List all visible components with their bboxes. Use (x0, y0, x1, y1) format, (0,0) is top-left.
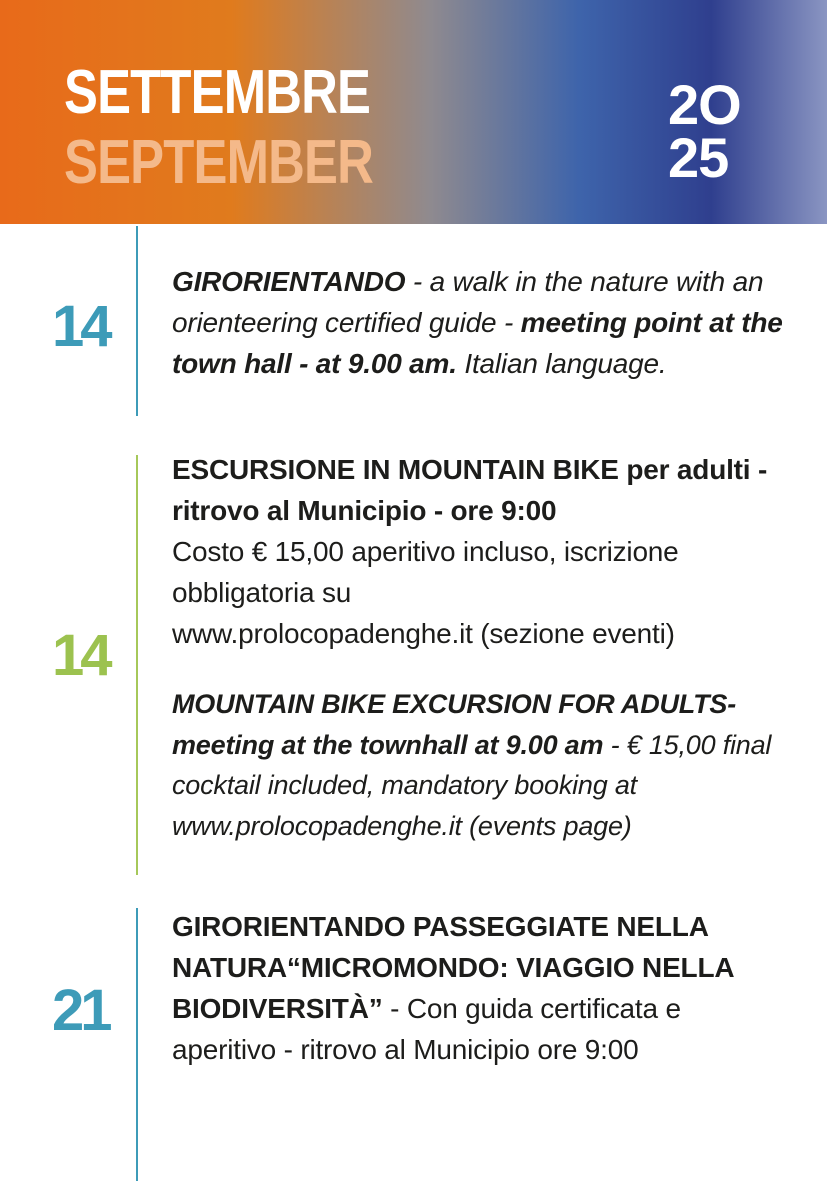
month-title-english: SEPTEMBER (64, 128, 374, 197)
event-title: MOUNTAIN BIKE EXCURSION FOR ADULTS (172, 689, 728, 719)
year-bottom: 25 (668, 126, 729, 189)
event-desc: - Con guida certificata e aperitivo - ritrovo al Municipio ore 9:00 (172, 993, 681, 1065)
event-title: GIRORIENTANDO PASSEGGIATE NELLA NATURA“MICROMONDO: VIAGGIO NELLA BIODIVERSITÀ” (172, 911, 734, 1024)
event-desc: - € 15,00 final cocktail included, mandatory booking at (172, 729, 772, 800)
event-divider-line (136, 226, 138, 416)
separator: - (405, 266, 430, 297)
event-description-italian (172, 906, 792, 1070)
event-meeting: meeting point at the town hall - at 9.00 am. (172, 307, 783, 379)
event-description-italian (172, 449, 792, 654)
event-day: 21 (52, 978, 109, 1043)
event-url: www.prolocopadenghe.it (events page) (172, 810, 632, 841)
event-day: 14 (52, 623, 109, 688)
event-title: ESCURSIONE IN MOUNTAIN BIKE (172, 454, 619, 485)
event-desc: a walk in the nature with an orienteering certified guide - (172, 266, 764, 338)
event-description-english (172, 684, 792, 846)
year-label (668, 73, 758, 189)
event-meeting: - meeting at the townhall at 9.00 am (172, 689, 736, 760)
event-title: GIRORIENTANDO (172, 266, 406, 297)
event-language: Italian language. (456, 348, 667, 379)
event-divider-line (136, 455, 138, 875)
event-cost: Costo € 15,00 aperitivo incluso, iscrizione obbligatoria su (172, 536, 679, 608)
month-title-italian: SETTEMBRE (64, 58, 371, 127)
event-divider-line (136, 908, 138, 1181)
header-banner (0, 0, 827, 224)
event-title-rest: per adulti - ritrovo al Municipio - ore 9:00 (172, 454, 768, 526)
event-description-english (172, 261, 792, 384)
event-url: www.prolocopadenghe.it (sezione eventi) (172, 618, 675, 649)
year-top: 2O (668, 73, 741, 136)
event-day: 14 (52, 294, 109, 359)
